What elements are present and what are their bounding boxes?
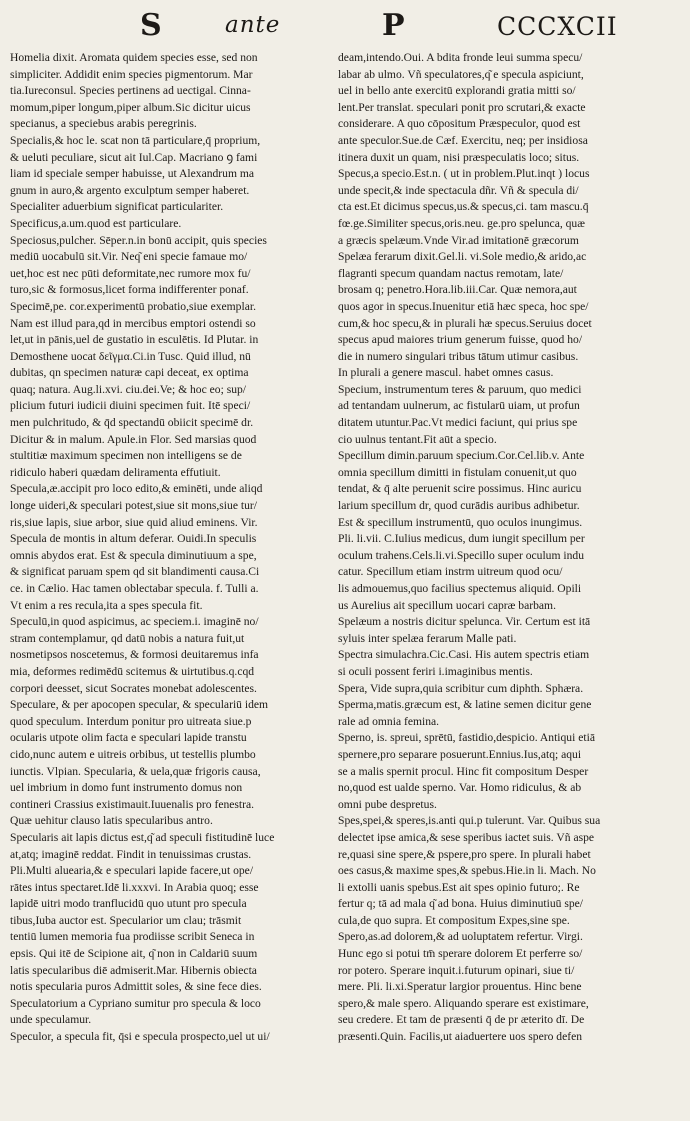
header-left-letter: S <box>140 8 162 43</box>
text-line: præsenti.Quin. Facilis,ut aiaduertere uos spero defen <box>338 1030 583 1044</box>
text-line: re,quasi sine spere,& pspere,pro spere. In plurali habet <box>338 847 591 861</box>
text-line: Quæ uehitur clauso latis specularibus antro. <box>10 814 213 828</box>
text-line: Vt enim a res recula,ita a spes specula fit. <box>10 598 203 612</box>
text-line: die in numero singulari tribus tātum utimur casibus. <box>338 349 579 363</box>
text-line: Speciosus,pulcher. Sēper.n.in bonū accipit, quis species <box>10 233 267 247</box>
text-line: Dicitur & in malum. Apule.in Flor. Sed marsias quod <box>10 432 257 446</box>
running-header <box>0 4 690 48</box>
text-line: iunctis. Vlpian. Specularia, & uela,quæ frigoris causa, <box>10 764 261 778</box>
text-line: unde speculamur. <box>10 1013 92 1027</box>
text-line: uet,hoc est nec pūti deformitate,nec rumore mox fu/ <box>10 266 251 280</box>
text-line: Speculatorium a Cypriano sumitur pro specula & loco <box>10 996 261 1010</box>
text-line: Speculare, & per apocopen specular, & speculariū idem <box>10 698 269 712</box>
text-line: Specialis,& hoc le. scat non tā particulare,q̄ proprium, <box>10 133 261 147</box>
text-line: Homelia dixit. Aromata quidem species esse, sed non <box>10 51 258 64</box>
text-line: Spelæum a nostris dicitur spelunca. Vir. Certum est itā <box>338 615 591 629</box>
text-line: li extolli uanis spebus.Est ait spes opinio futuro;. Re <box>338 880 580 894</box>
text-line: stultitiæ maximum specimen non intelligens se de <box>10 449 242 463</box>
text-line: ris,siue lapis, siue arbor, siue quid aliud eminens. Vir. <box>10 515 258 529</box>
text-line: tia.Iureconsul. Species pertinens ad uectigal. Cinna- <box>10 84 251 98</box>
text-line: Hunc ego si potui tm̄ sperare dolorem Et perferre so/ <box>338 947 583 961</box>
text-line: Sperma,matis.græcum est, & latine semen dicitur gene <box>338 698 592 712</box>
text-line: & significat paruam spem qd sit blandimenti causa.Ci <box>10 565 260 579</box>
text-line: us Aurelius ait specillum uocari capræ barbam. <box>338 598 556 612</box>
header-right-letter: P <box>382 8 405 43</box>
text-line: plicium futuri iudicii diuini specimen fuit. Itē speci/ <box>10 399 251 413</box>
text-line: corpori deesset, sicut Socrates monebat adolescentes. <box>10 681 257 695</box>
text-line: cula,de quo supra. Et compositum Expes,sine spe. <box>338 913 570 927</box>
text-line: gnum in auro,& argento exculptum semper haberet. <box>10 183 250 197</box>
text-line: si oculi possent feriri i.imaginibus mentis. <box>338 664 533 678</box>
text-line: men pulchritudo, & q̄d spectandū obiicit specimē dr. <box>10 416 254 430</box>
text-line: mia, deformes redimēdū scitemus & uirtutibus.q.cqd <box>10 664 255 678</box>
text-line: cta est.Et dicimus specus,us.& specus,ci. tam mascu.q̄ <box>338 200 589 214</box>
text-line: Specificus,a.um.quod est particulare. <box>10 216 182 230</box>
text-line: Speculor, a specula fit, q̄si e specula prospecto,uel ut ui/ <box>10 1030 270 1044</box>
text-line: cido,nunc autem e uitreis orbibus, ut testellis plumbo <box>10 747 256 761</box>
text-line: mediū uocabulū sit.Vir. Neq͂ eni specie famaue mo/ <box>10 250 248 264</box>
text-line: spero,& male spero. Aliquando sperare est existimare, <box>338 996 589 1010</box>
text-line: Spero,as.ad dolorem,& ad uoluptatem refertur. Virgi. <box>338 930 583 944</box>
text-line: itinera duxit un quam, nisi præspeculatis loco; situs. <box>338 150 580 164</box>
text-line: Specialiter aduerbium significat particulariter. <box>10 200 224 214</box>
text-line: labar ab ulmo. Vñ speculatores,q͂ e specula aspiciunt, <box>338 67 584 81</box>
text-line: syluis inter spelæa ferarum Malle pati. <box>338 631 517 645</box>
text-line: cio uulnus tentant.Fit aūt a specio. <box>338 432 497 446</box>
text-line: Demosthene uocat δεῖγμα.Ci.in Tusc. Quid illud, nū <box>10 349 251 363</box>
text-line: momum,piper longum,piper album.Sic dicitur uicus <box>10 100 251 114</box>
text-line: lapidē uitri modo tranflucidū quo utunt pro specula <box>10 897 247 911</box>
text-line: oes casus,& maxime spes,& spebus.Hie.in li. Mach. No <box>338 864 596 878</box>
text-line: flagranti specum quandam nactus remotam, late/ <box>338 266 564 280</box>
text-line: longe uideri,& speculari potest,siue sit mons,siue tur/ <box>10 499 257 513</box>
text-line: omnia specillum dimitti in fistulam conuenit,ut quo <box>338 465 577 479</box>
text-line: simpliciter. Addidit enim species pigmentorum. Mar <box>10 67 253 81</box>
text-line: Specus,a specio.Est.n. ( ut in problem.Plut.inqt ) locus <box>338 167 590 181</box>
text-line: fœ.ge.Similiter specus,oris.neu. ge.pro spelunca, quæ <box>338 216 585 230</box>
text-line: Speculū,in quod aspicimus, ac speciem.i. imaginē no/ <box>10 615 259 629</box>
text-line: dubitas, qn specimen naturæ capi deceat, ex optima <box>10 366 249 380</box>
text-line: Est & specillum instrumentū, quo oculos inungimus. <box>338 515 583 529</box>
text-line: contineri Crassius existimauit.Iuuenalis pro fenestra. <box>10 797 255 811</box>
text-line: Spes,spei,& speres,is.anti qui.p tulerunt. Var. Quibus sua <box>338 814 601 828</box>
text-line: Pli.Multi aluearia,& e speculari lapide facere,ut ope/ <box>10 864 254 878</box>
folio-number: CCCXCII <box>497 12 618 41</box>
text-line: Spera, Vide supra,quia scribitur cum diphth. Sphæra. <box>338 681 584 695</box>
text-line: Specium, instrumentum teres & paruum, quo medici <box>338 382 582 396</box>
text-line: ce. in Cælio. Hac tamen oblectabar specula. f. Tulli a. <box>10 582 259 595</box>
text-line: In plurali a genere mascul. habet omnes casus. <box>338 366 554 380</box>
text-line: omni pube despretus. <box>338 797 437 811</box>
text-line: Sperno, is. spreui, sprētū, fastidio,despicio. Antiqui etiā <box>338 731 595 745</box>
text-line: oculum trahens.Cels.li.vi.Specillo super oculum indu <box>338 548 585 562</box>
text-line: deam,intendo.Oui. A bdita fronde leui summa specu/ <box>338 51 583 64</box>
text-line: turo,sic & formosus,licet forma indifferenter ponaf. <box>10 283 249 297</box>
text-line: spernere,pro separare posuerunt.Ennius.Ius,atq; aqui <box>338 747 582 761</box>
text-line: ridiculo haberi quædam deliramenta effutiuit. <box>10 465 221 479</box>
text-line: seu credere. Et tam de præsenti q̄ de pr æterito dī. De <box>338 1013 585 1027</box>
text-line: considerare. A quo cōpositum Præspeculor, quod est <box>338 117 581 131</box>
text-line: Specula,æ.accipit pro loco edito,& eminēti, unde aliqd <box>10 482 263 496</box>
text-line: rale ad omnia femina. <box>338 714 440 728</box>
text-line: Nam est illud para,qd in mercibus emptori ostendi so <box>10 316 256 330</box>
text-line: cum,& hoc specu,& in plurali hæ specus.Seruius docet <box>338 316 592 330</box>
text-line: Specillum dimin.paruum specium.Cor.Cel.lib.v. Ante <box>338 449 585 463</box>
text-line: nosmetipsos noscetemus, & formosi deuitaremus infa <box>10 648 259 662</box>
text-line: Spelæa ferarum dixit.Gel.li. vi.Sole medio,& arido,ac <box>338 250 587 264</box>
text-line: Spectra simulachra.Cic.Casi. His autem spectris etiam <box>338 648 590 662</box>
text-line: let,ut in pānis,uel de gustatio in esculētis. Id Plutar. in <box>10 333 259 347</box>
text-line: Specula de montis in altum deferar. Ouidi.In speculis <box>10 532 257 546</box>
text-line: Specimē,pe. cor.experimentū probatio,siue exemplar. <box>10 299 256 313</box>
text-line: quos agor in specus.Inuenitur etiā hæc speca, hoc spe/ <box>338 299 589 313</box>
right-column <box>338 50 674 1046</box>
text-line: omnis abydos erat. Est & specula diminutiuum a spe, <box>10 548 257 562</box>
text-line: lent.Per translat. speculari ponit pro scrutari,& exacte <box>338 100 586 114</box>
left-column <box>10 50 322 1046</box>
text-line: quaq; natura. Aug.li.xvi. ciu.dei.Ve; & hoc eo; sup/ <box>10 382 247 396</box>
text-line: at,atq; imaginē reddat. Findit in tenuissimas crustas. <box>10 847 252 861</box>
text-line: latis specularibus diē admiserit.Mar. Hibernis obiecta <box>10 963 257 977</box>
text-line: epsis. Qui itē de Scipione ait, q͂ non in Caldariū suum <box>10 947 258 961</box>
text-line: ror potero. Sperare inquit.i.futurum opinari, siue ti/ <box>338 963 575 977</box>
text-line: mere. Pli. li.xi.Speratur largior prouentus. Hinc bene <box>338 980 582 994</box>
text-line: quod speculum. Interdum ponitur pro uitreata siue.p <box>10 714 252 728</box>
text-line: tentiū lumen memoria fua prodiisse scribit Seneca in <box>10 930 255 944</box>
text-line: uel imbrium in domo funt instrumento domus non <box>10 781 243 795</box>
text-line: unde specit,& inde spectacula dñr. Vñ & specula di/ <box>338 183 579 197</box>
text-line: Pli. li.vii. C.Iulius medicus, dum iungit specillum per <box>338 532 585 546</box>
text-line: ante speculor.Sue.de Cæf. Exercitu, neq; per insidiosa <box>338 133 588 147</box>
text-line: larium specillum dr, quod curādis auribus adhibetur. <box>338 499 580 513</box>
text-line: a græcis spelæum.Vnde Vir.ad imitationē græcorum <box>338 233 579 247</box>
text-line: liam id speciale semper habuisse, ut Alexandrum ma <box>10 167 255 181</box>
text-line: & ueluti peculiare, sicut ait Iul.Cap. Macriano ꝯ fami <box>10 150 258 164</box>
text-line: lis admouemus,quo facilius spectemus aliquid. Opili <box>338 582 582 595</box>
text-line: specianus, a speciebus arabis peregrinis. <box>10 117 197 131</box>
text-line: se a malis spernit procul. Hinc fit compositum Desper <box>338 764 589 778</box>
text-line: rātes intus spectaret.Idē li.xxxvi. In Arabia quoq; esse <box>10 880 259 894</box>
text-line: fertur q; tā ad mala q͂ ad bona. Huius diminutiuū spe/ <box>338 897 584 911</box>
text-line: brosam q; penetro.Hora.lib.iii.Car. Quæ nemora,aut <box>338 283 577 297</box>
text-line: tendat, & q̄ alte peruenit scire possimus. Hinc auricu <box>338 482 582 496</box>
text-line: notis specularia puros Admittit soles, & sine fece dies. <box>10 980 262 994</box>
text-line: tibus,Iuba auctor est. Specularior um clau; trāsmit <box>10 913 242 927</box>
text-line: ditatem utuntur.Pac.Vt medici faciunt, qui prius spe <box>338 416 578 430</box>
text-line: Specularis ait lapis dictus est,q͂ ad speculi fistitudinē luce <box>10 830 275 844</box>
text-line: ad tentandam uulnerum, ac fistularū uiam, ut profun <box>338 399 580 413</box>
page-margin-edge <box>690 0 700 1121</box>
text-line: specus apud maiores trium generum fuisse, quod ho/ <box>338 333 583 347</box>
text-line: no,quod est ualde sperno. Var. Homo ridiculus, & ab <box>338 781 582 795</box>
header-running-word: ante <box>225 12 281 38</box>
text-line: ocularis utpote olim facta e speculari lapide transtu <box>10 731 247 745</box>
text-line: catur. Specillum etiam instrm uitreum quod ocu/ <box>338 565 563 579</box>
text-line: stram contemplamur, qd datū nobis a natura fuit,ut <box>10 631 245 645</box>
text-line: uel in bello ante exercitū explorandi gratia mitti so/ <box>338 84 576 98</box>
text-line: delectet ipse amica,& sese speribus iactet suis. Vñ aspe <box>338 830 595 844</box>
